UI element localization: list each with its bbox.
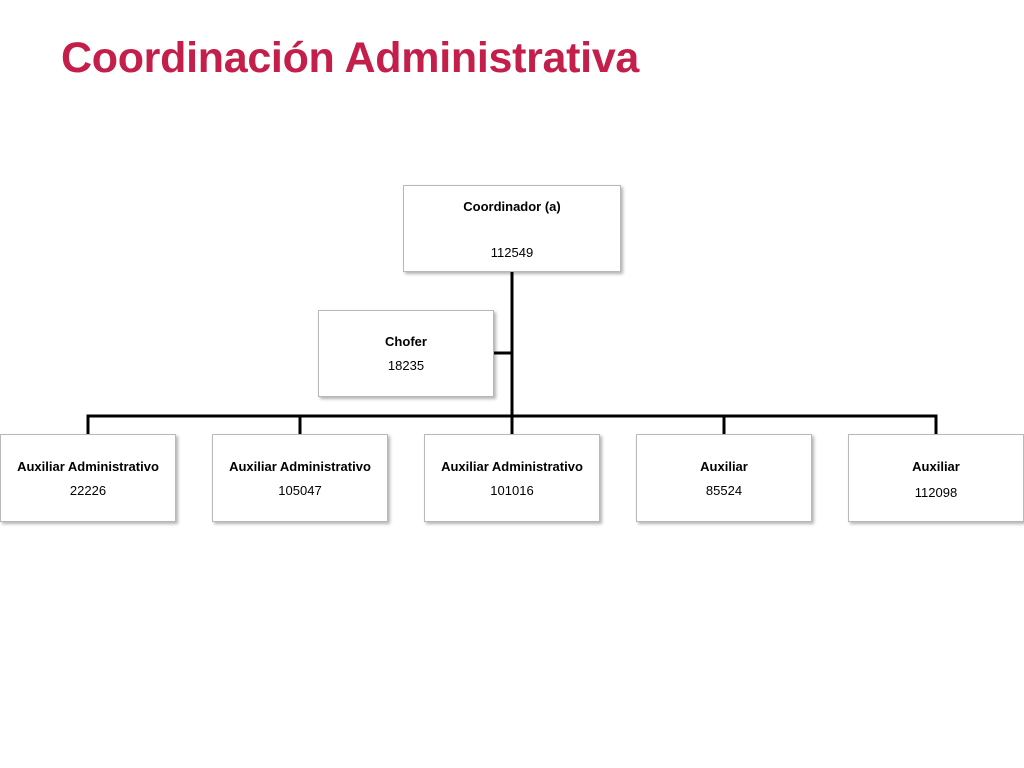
subordinate-box [848, 434, 1024, 522]
subordinate-role: Auxiliar Administrativo [17, 459, 159, 474]
subordinate-role: Auxiliar Administrativo [441, 459, 583, 474]
subordinate-box [212, 434, 388, 522]
subordinate-role: Auxiliar [912, 459, 960, 474]
subordinate-box [424, 434, 600, 522]
chofer-role: Chofer [385, 334, 427, 349]
subordinate-code: 85524 [705, 483, 743, 498]
chofer-code: 18235 [387, 358, 425, 373]
subordinate-code: 112098 [914, 485, 958, 500]
subordinate-code: 105047 [278, 483, 322, 498]
coordinator-code: 112549 [490, 245, 534, 260]
subordinate-role: Auxiliar Administrativo [229, 459, 371, 474]
subordinate-code: 22226 [69, 483, 107, 498]
subordinate-box [636, 434, 812, 522]
coordinator-box [403, 185, 621, 272]
subordinate-box [0, 434, 176, 522]
subordinate-code: 101016 [490, 483, 534, 498]
subordinate-role: Auxiliar [700, 459, 748, 474]
chofer-box [318, 310, 494, 397]
coordinator-role: Coordinador (a) [463, 199, 561, 214]
page-title: Coordinación Administrativa [61, 34, 640, 82]
